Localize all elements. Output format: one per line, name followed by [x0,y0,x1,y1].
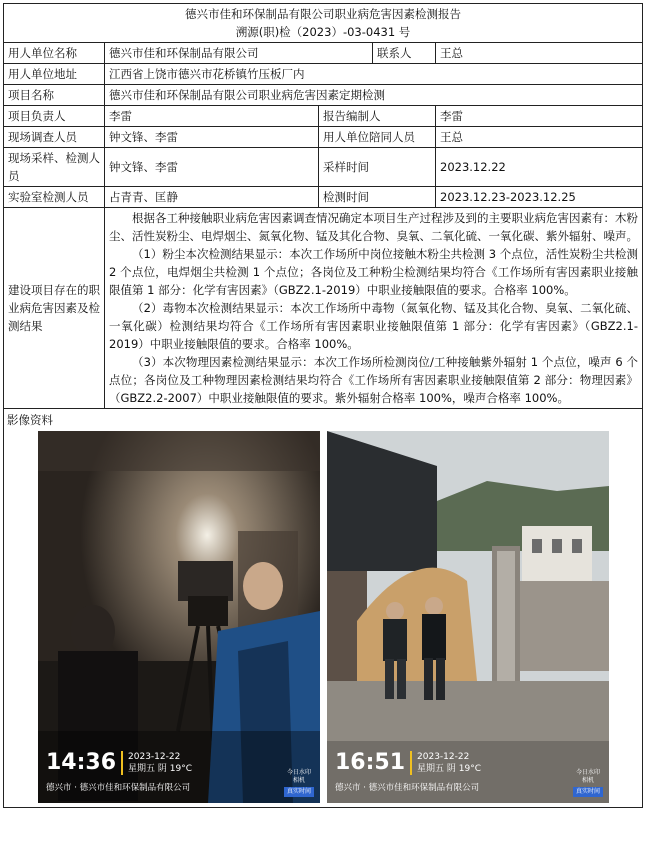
results-label: 建设项目存在的职业病危害因素及检测结果 [4,208,105,409]
watermark-logo [284,769,314,797]
sampling-time-value: 2023.12.22 [436,148,643,187]
project-lead-value: 李雷 [105,106,319,127]
site-survey-label: 现场调查人员 [4,127,105,148]
escort-label: 用人单位陪同人员 [319,127,436,148]
photo-date: 2023-12-22 [417,752,470,762]
report-title: 德兴市佳和环保制品有限公司职业病危害因素检测报告 [185,7,461,21]
photo-time: 14:36 [46,750,117,775]
factory-gate-scene [327,431,609,803]
report-number: 溯源(职)检（2023）-03-0431 号 [235,25,411,39]
contact-label: 联系人 [373,43,436,64]
address-value: 江西省上饶市德兴市花桥镇竹压板厂内 [105,64,643,85]
watermark-top: 今日水印 [286,769,311,776]
watermark-top: 今日水印 [575,769,600,776]
workshop-scene [38,431,320,803]
address-label: 用人单位地址 [4,64,105,85]
results-body [105,208,643,409]
sampling-value: 钟文锋、李雷 [105,148,319,187]
employer-name-label: 用人单位名称 [4,43,105,64]
site-photo-factory-gate [327,431,609,803]
results-paragraph: （1）粉尘本次检测结果显示：本次工作场所中岗位接触木粉尘共检测 3 个点位，活性炭粉尘共检测 2 个点位，电焊烟尘共检测 1 个点位；各岗位及工种粉尘检测结果均符合《工作场所有害因素职业接触限值第 1 部分：化学有害因素》（GBZ2.1-2019）中职业接触限值的要求。合格率 100%。 [109,247,638,297]
images-label: 影像资料 [7,413,53,427]
report-table [3,3,643,808]
project-name-value: 德兴市佳和环保制品有限公司职业病危害因素定期检测 [105,85,643,106]
images-cell [4,409,643,808]
photo-timestamp [335,751,481,797]
site-photo-workshop [38,431,320,803]
employer-name-value: 德兴市佳和环保制品有限公司 [105,43,373,64]
project-lead-label: 项目负责人 [4,106,105,127]
watermark-logo [573,769,603,797]
sampling-label: 现场采样、检测人员 [4,148,105,187]
photo-timestamp [46,751,192,797]
escort-value: 王总 [436,127,643,148]
site-survey-value: 钟文锋、李雷 [105,127,319,148]
watermark-mid: 相机 [292,777,305,784]
timestamp-divider [410,751,412,775]
lab-value: 占青青、匡静 [105,187,319,208]
report-title-cell [4,4,643,43]
contact-value: 王总 [436,43,643,64]
report-author-label: 报告编制人 [319,106,436,127]
timestamp-divider [121,751,123,775]
project-name-label: 项目名称 [4,85,105,106]
watermark-mid: 相机 [581,777,594,784]
watermark-badge: 真实时间 [573,787,603,797]
sampling-time-label: 采样时间 [319,148,436,187]
photo-weather: 星期五 阴 19°C [128,764,192,774]
results-paragraph: 根据各工种接触职业病危害因素调查情况确定本项目生产过程涉及到的主要职业病危害因素有：木粉尘、活性炭粉尘、电焊烟尘、氮氧化物、锰及其化合物、臭氧、二氧化硫、一氧化碳、紫外辐射、噪声。 [109,211,638,243]
photo-time: 16:51 [335,750,406,775]
test-time-value: 2023.12.23-2023.12.25 [436,187,643,208]
report-author-value: 李雷 [436,106,643,127]
results-paragraph: （3）本次物理因素检测结果显示：本次工作场所检测岗位/工种接触紫外辐射 1 个点位，噪声 6 个点位；各岗位及工种物理因素检测结果均符合《工作场所有害因素职业接触限值第 2 部分：物理因素》（GBZ2.2-2007）中职业接触限值的要求。紫外辐射合格率 100%，噪声合格率 100%。 [109,355,638,405]
test-time-label: 检测时间 [319,187,436,208]
watermark-badge: 真实时间 [284,787,314,797]
photo-location: 德兴市 · 德兴市佳和环保制品有限公司 [335,783,480,793]
lab-label: 实验室检测人员 [4,187,105,208]
photo-date: 2023-12-22 [128,752,181,762]
photo-location: 德兴市 · 德兴市佳和环保制品有限公司 [46,783,191,793]
results-paragraph: （2）毒物本次检测结果显示：本次工作场所中毒物（氮氧化物、锰及其化合物、臭氧、二氧化硫、一氧化碳）检测结果均符合《工作场所有害因素职业接触限值第 1 部分：化学有害因素》（GBZ2.1-2019）中职业接触限值的要求。合格率 100%。 [109,301,638,351]
photo-weather: 星期五 阴 19°C [417,764,481,774]
